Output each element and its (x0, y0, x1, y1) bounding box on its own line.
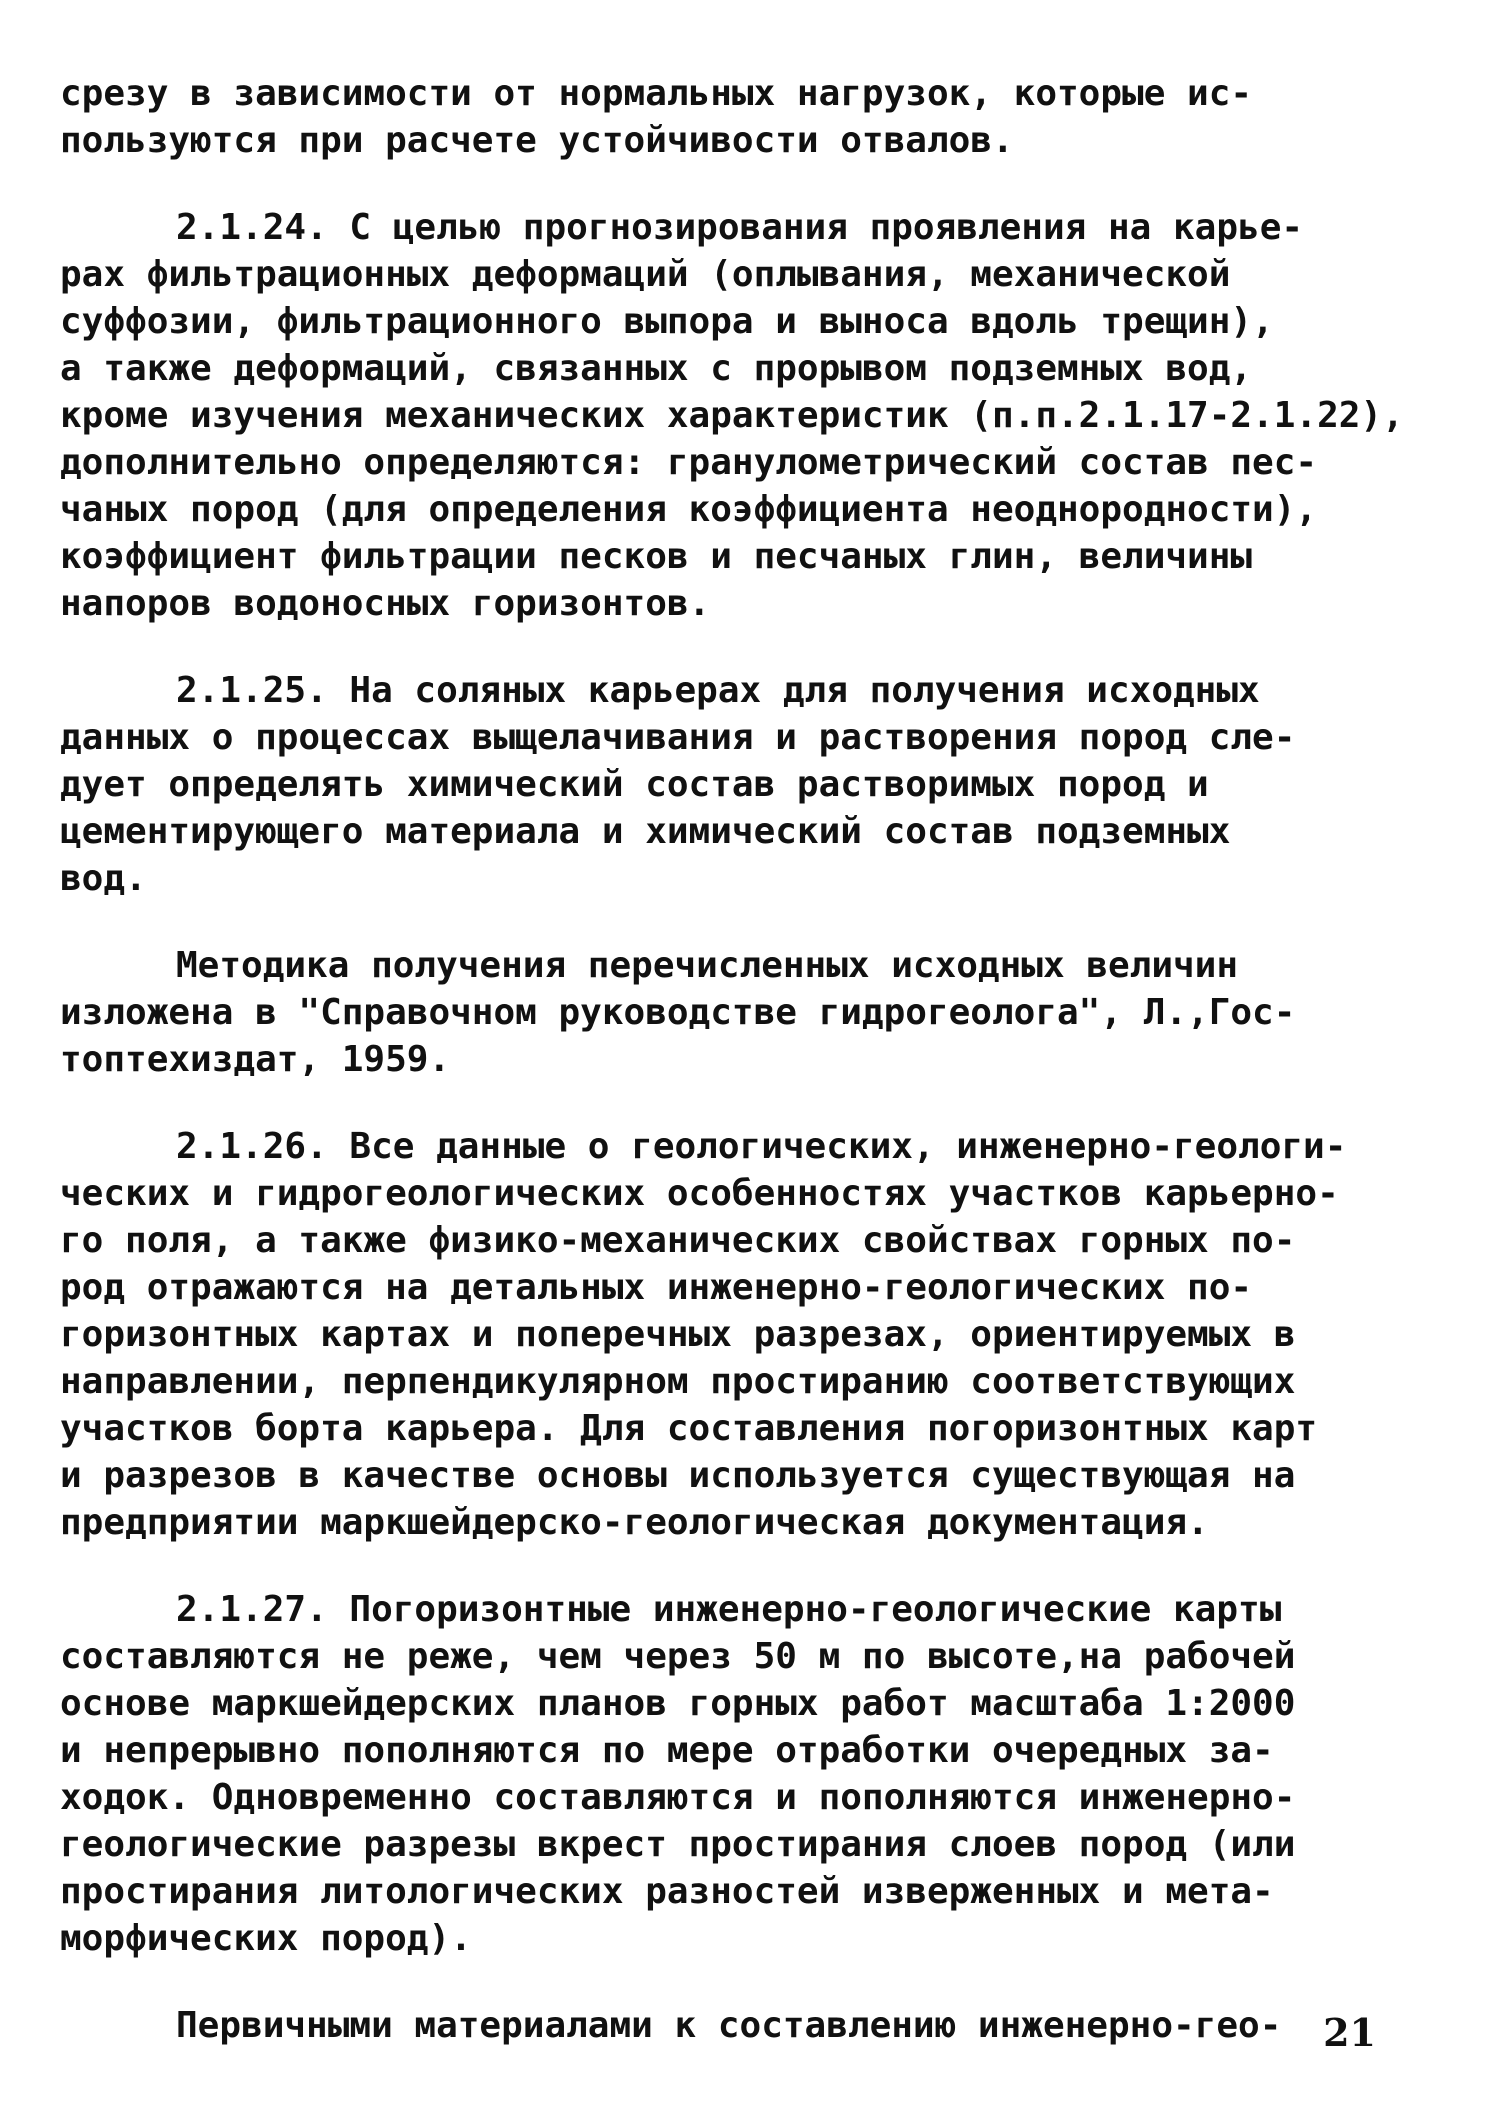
paragraph-2-1-27: 2.1.27. Погоризонтные инженерно-геологические карты составляются не реже, чем через 50 м по высоте,на рабочей основе маркшейдерских планов горных работ масштаба 1:2000 и непрерывно пополняются по мере отработки очередных за- ходок. Одновременно составляются и пополняются инженерно- геологические разрезы вкрест простирания слоев пород (или простирания литологических разностей изверженных и мета- морфических пород). (60, 1589, 1296, 1959)
paragraph-2-1-26: 2.1.26. Все данные о геологических, инженерно-геологи- ческих и гидрогеологических особенностях участков карьерно- го поля, а также физико-механических свойствах горных по- род отражаются на детальных инженерно-геологических по- горизонтных картах и поперечных разрезах, ориентируемых в направлении, перпендикулярном простиранию соответствующих участков борта карьера. Для составления погоризонтных карт и разрезов в качестве основы используется существующая на предприятии маркшейдерско-геологическая документация. (60, 1126, 1347, 1543)
page-number: 21 (1323, 2010, 1376, 2055)
paragraph-continuation: срезу в зависимости от нормальных нагрузок, которые ис- пользуются при расчете устойчивости отвалов. (60, 73, 1253, 161)
paragraph-2-1-25: 2.1.25. На соляных карьерах для получения исходных данных о процессах выщелачивания и растворения пород сле- дует определять химический состав растворимых пород и цементирующего материала и химический состав подземных вод. (60, 670, 1296, 899)
paragraph-2-1-24: 2.1.24. С целью прогнозирования проявления на карье- рах фильтрационных деформаций (оплывания, механической суффозии, фильтрационного выпора и выноса вдоль трещин), а также деформаций, связанных с прорывом подземных вод, кроме изучения механических характеристик (п.п.2.1.17-2.1.22), дополнительно определяются: гранулометрический состав пес- чаных пород (для определения коэффициента неоднородности), коэффициент фильтрации песков и песчаных глин, величины напоров водоносных горизонтов. (60, 207, 1404, 624)
paragraph-primary-materials: Первичными материалами к составлению инженерно-гео- (176, 2005, 1282, 2046)
paragraph-methodology: Методика получения перечисленных исходных величин изложена в "Справочном руководстве гидрогеолога", Л.,Гос- топтехиздат, 1959. (60, 945, 1296, 1080)
document-page (60, 70, 1410, 2049)
